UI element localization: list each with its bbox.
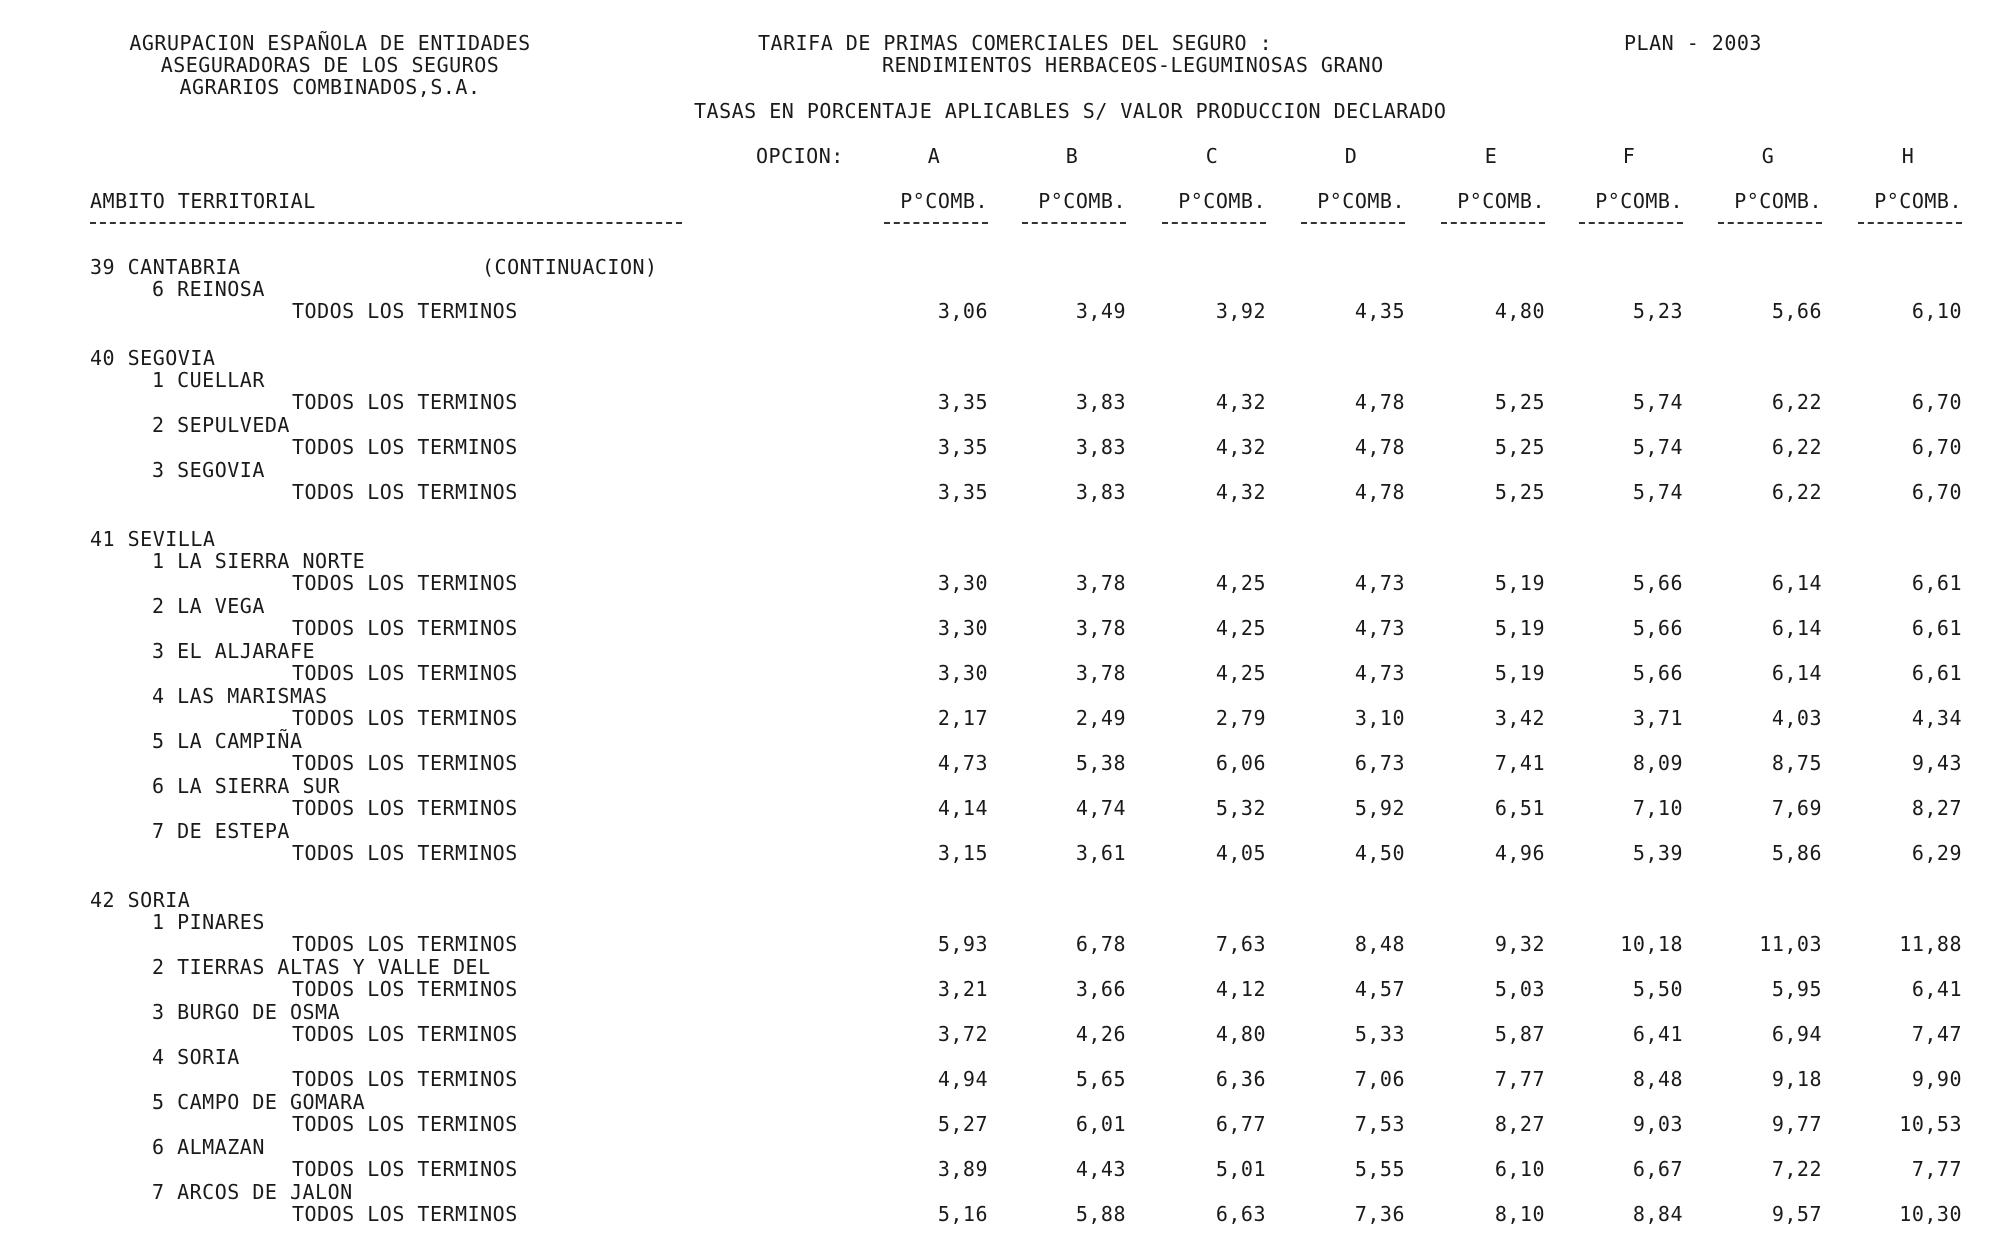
rate-cell: 3,30	[937, 661, 988, 685]
option-h: H	[1901, 144, 1915, 168]
rate-cell: 4,32	[1215, 480, 1266, 504]
comarca-heading: 7 DE ESTEPA	[152, 819, 290, 843]
rate-cell: 6,73	[1354, 751, 1405, 775]
rate-cell: 6,14	[1771, 616, 1822, 640]
rate-cell: 6,78	[1075, 932, 1126, 956]
term-label: TODOS LOS TERMINOS	[292, 661, 518, 685]
term-label: TODOS LOS TERMINOS	[292, 435, 518, 459]
province-heading: 39 CANTABRIA	[90, 255, 241, 279]
rate-cell: 4,78	[1354, 435, 1405, 459]
rate-cell: 8,09	[1632, 751, 1683, 775]
term-label: TODOS LOS TERMINOS	[292, 796, 518, 820]
rate-cell: 3,83	[1075, 390, 1126, 414]
rate-cell: 8,27	[1911, 796, 1962, 820]
rate-cell: 4,80	[1494, 299, 1545, 323]
province-heading: 40 SEGOVIA	[90, 346, 216, 370]
term-label: TODOS LOS TERMINOS	[292, 616, 518, 640]
rate-cell: 4,80	[1215, 1022, 1266, 1046]
rate-cell: 4,73	[1354, 616, 1405, 640]
rate-cell: 4,73	[1354, 661, 1405, 685]
term-label: TODOS LOS TERMINOS	[292, 1022, 518, 1046]
rate-cell: 3,30	[937, 616, 988, 640]
rate-cell: 3,83	[1075, 435, 1126, 459]
rate-cell: 9,18	[1771, 1067, 1822, 1091]
column-rule	[884, 222, 988, 224]
comarca-heading: 3 EL ALJARAFE	[152, 639, 316, 663]
column-label: P°COMB.	[900, 189, 988, 213]
rate-cell: 4,74	[1075, 796, 1126, 820]
rate-cell: 7,36	[1354, 1202, 1405, 1226]
rate-cell: 4,12	[1215, 977, 1266, 1001]
rate-cell: 6,70	[1911, 390, 1962, 414]
rate-cell: 3,89	[937, 1157, 988, 1181]
rate-cell: 4,25	[1215, 571, 1266, 595]
rate-cell: 7,06	[1354, 1067, 1405, 1091]
rate-cell: 2,49	[1075, 706, 1126, 730]
rate-cell: 5,33	[1354, 1022, 1405, 1046]
comarca-heading: 6 REINOSA	[152, 277, 265, 301]
rate-cell: 9,77	[1771, 1112, 1822, 1136]
title-line-1: TARIFA DE PRIMAS COMERCIALES DEL SEGURO :	[758, 31, 1273, 55]
rate-cell: 4,25	[1215, 616, 1266, 640]
rate-cell: 3,71	[1632, 706, 1683, 730]
column-rule	[1301, 222, 1405, 224]
column-rule	[1162, 222, 1266, 224]
rate-cell: 6,63	[1215, 1202, 1266, 1226]
rate-cell: 4,34	[1911, 706, 1962, 730]
rate-cell: 6,14	[1771, 661, 1822, 685]
option-f: F	[1622, 144, 1636, 168]
rate-cell: 6,01	[1075, 1112, 1126, 1136]
rate-cell: 4,03	[1771, 706, 1822, 730]
rate-cell: 6,41	[1911, 977, 1962, 1001]
opcion-label: OPCION:	[756, 144, 844, 168]
rate-cell: 5,87	[1494, 1022, 1545, 1046]
comarca-heading: 1 CUELLAR	[152, 368, 265, 392]
rate-cell: 2,17	[937, 706, 988, 730]
rate-cell: 5,16	[937, 1202, 988, 1226]
rate-cell: 7,77	[1494, 1067, 1545, 1091]
rate-cell: 3,66	[1075, 977, 1126, 1001]
rate-cell: 6,70	[1911, 480, 1962, 504]
rate-cell: 4,32	[1215, 390, 1266, 414]
term-label: TODOS LOS TERMINOS	[292, 1112, 518, 1136]
rate-cell: 5,66	[1771, 299, 1822, 323]
column-label: P°COMB.	[1457, 189, 1545, 213]
rate-cell: 3,21	[937, 977, 988, 1001]
rate-cell: 6,22	[1771, 390, 1822, 414]
rate-cell: 6,77	[1215, 1112, 1266, 1136]
rate-cell: 3,61	[1075, 841, 1126, 865]
rate-cell: 3,06	[937, 299, 988, 323]
rate-cell: 7,69	[1771, 796, 1822, 820]
rate-cell: 4,05	[1215, 841, 1266, 865]
term-label: TODOS LOS TERMINOS	[292, 1202, 518, 1226]
term-label: TODOS LOS TERMINOS	[292, 977, 518, 1001]
rate-cell: 6,61	[1911, 616, 1962, 640]
rate-cell: 3,35	[937, 435, 988, 459]
option-e: E	[1484, 144, 1498, 168]
comarca-heading: 1 PINARES	[152, 910, 265, 934]
term-label: TODOS LOS TERMINOS	[292, 480, 518, 504]
rate-cell: 6,22	[1771, 435, 1822, 459]
column-label: P°COMB.	[1874, 189, 1962, 213]
term-label: TODOS LOS TERMINOS	[292, 841, 518, 865]
rate-cell: 5,95	[1771, 977, 1822, 1001]
rate-cell: 9,32	[1494, 932, 1545, 956]
rate-cell: 6,51	[1494, 796, 1545, 820]
rate-cell: 5,66	[1632, 661, 1683, 685]
rate-cell: 5,25	[1494, 390, 1545, 414]
term-label: TODOS LOS TERMINOS	[292, 932, 518, 956]
rate-cell: 5,25	[1494, 435, 1545, 459]
option-d: D	[1344, 144, 1358, 168]
rate-cell: 5,39	[1632, 841, 1683, 865]
rate-cell: 5,74	[1632, 390, 1683, 414]
rate-cell: 7,41	[1494, 751, 1545, 775]
term-label: TODOS LOS TERMINOS	[292, 299, 518, 323]
rate-cell: 5,01	[1215, 1157, 1266, 1181]
rate-cell: 4,94	[937, 1067, 988, 1091]
rate-cell: 7,53	[1354, 1112, 1405, 1136]
comarca-heading: 4 LAS MARISMAS	[152, 684, 328, 708]
rate-cell: 4,50	[1354, 841, 1405, 865]
rate-cell: 6,06	[1215, 751, 1266, 775]
rate-cell: 3,42	[1494, 706, 1545, 730]
term-label: TODOS LOS TERMINOS	[292, 390, 518, 414]
ambito-rule	[90, 222, 682, 224]
rate-cell: 8,10	[1494, 1202, 1545, 1226]
continuation-note: (CONTINUACION)	[482, 255, 658, 279]
rate-cell: 6,61	[1911, 571, 1962, 595]
rate-cell: 8,48	[1632, 1067, 1683, 1091]
rate-cell: 6,36	[1215, 1067, 1266, 1091]
option-c: C	[1205, 144, 1219, 168]
column-rule	[1579, 222, 1683, 224]
rate-cell: 9,90	[1911, 1067, 1962, 1091]
rate-cell: 4,73	[1354, 571, 1405, 595]
column-label: P°COMB.	[1178, 189, 1266, 213]
rate-cell: 5,38	[1075, 751, 1126, 775]
rate-cell: 6,29	[1911, 841, 1962, 865]
term-label: TODOS LOS TERMINOS	[292, 1067, 518, 1091]
comarca-heading: 2 SEPULVEDA	[152, 413, 290, 437]
rate-cell: 9,57	[1771, 1202, 1822, 1226]
rate-cell: 5,92	[1354, 796, 1405, 820]
org-line-2: ASEGURADORAS DE LOS SEGUROS	[160, 53, 500, 77]
rate-cell: 3,83	[1075, 480, 1126, 504]
rate-cell: 5,55	[1354, 1157, 1405, 1181]
comarca-heading: 2 LA VEGA	[152, 594, 265, 618]
rate-cell: 6,10	[1494, 1157, 1545, 1181]
rate-cell: 4,26	[1075, 1022, 1126, 1046]
column-label: P°COMB.	[1595, 189, 1683, 213]
rate-cell: 4,25	[1215, 661, 1266, 685]
rate-cell: 5,93	[937, 932, 988, 956]
option-g: G	[1761, 144, 1775, 168]
rate-cell: 10,18	[1620, 932, 1683, 956]
rate-cell: 3,78	[1075, 661, 1126, 685]
rate-cell: 3,30	[937, 571, 988, 595]
rate-cell: 5,32	[1215, 796, 1266, 820]
rate-cell: 6,22	[1771, 480, 1822, 504]
rate-cell: 7,77	[1911, 1157, 1962, 1181]
column-label: P°COMB.	[1038, 189, 1126, 213]
rate-cell: 6,67	[1632, 1157, 1683, 1181]
comarca-heading: 6 ALMAZAN	[152, 1135, 265, 1159]
rate-cell: 5,88	[1075, 1202, 1126, 1226]
comarca-heading: 1 LA SIERRA NORTE	[152, 549, 366, 573]
rate-cell: 3,35	[937, 390, 988, 414]
rate-cell: 4,57	[1354, 977, 1405, 1001]
column-rule	[1441, 222, 1545, 224]
rate-cell: 3,15	[937, 841, 988, 865]
rate-cell: 4,78	[1354, 390, 1405, 414]
comarca-heading: 5 LA CAMPIÑA	[152, 729, 303, 753]
province-heading: 41 SEVILLA	[90, 527, 216, 551]
rate-cell: 5,19	[1494, 616, 1545, 640]
rate-cell: 4,32	[1215, 435, 1266, 459]
rate-cell: 5,03	[1494, 977, 1545, 1001]
column-rule	[1858, 222, 1962, 224]
plan-label: PLAN - 2003	[1624, 31, 1762, 55]
rate-cell: 3,78	[1075, 616, 1126, 640]
rate-cell: 3,78	[1075, 571, 1126, 595]
org-line-3: AGRARIOS COMBINADOS,S.A.	[179, 75, 481, 99]
rate-cell: 4,73	[937, 751, 988, 775]
rate-cell: 6,14	[1771, 571, 1822, 595]
title-line-2: RENDIMIENTOS HERBACEOS-LEGUMINOSAS GRANO	[882, 53, 1384, 77]
rate-cell: 8,27	[1494, 1112, 1545, 1136]
column-label: P°COMB.	[1734, 189, 1822, 213]
rate-cell: 3,72	[937, 1022, 988, 1046]
rate-cell: 8,48	[1354, 932, 1405, 956]
rate-cell: 4,78	[1354, 480, 1405, 504]
comarca-heading: 5 CAMPO DE GOMARA	[152, 1090, 366, 1114]
rate-cell: 6,94	[1771, 1022, 1822, 1046]
rate-cell: 7,22	[1771, 1157, 1822, 1181]
rate-cell: 4,14	[937, 796, 988, 820]
rate-cell: 10,30	[1899, 1202, 1962, 1226]
rate-cell: 6,10	[1911, 299, 1962, 323]
rate-cell: 3,49	[1075, 299, 1126, 323]
comarca-heading: 6 LA SIERRA SUR	[152, 774, 341, 798]
rate-cell: 5,23	[1632, 299, 1683, 323]
rate-cell: 11,03	[1759, 932, 1822, 956]
rate-cell: 5,65	[1075, 1067, 1126, 1091]
term-label: TODOS LOS TERMINOS	[292, 706, 518, 730]
rate-cell: 5,86	[1771, 841, 1822, 865]
rate-cell: 7,10	[1632, 796, 1683, 820]
rate-cell: 10,53	[1899, 1112, 1962, 1136]
column-rule	[1022, 222, 1126, 224]
rate-cell: 4,43	[1075, 1157, 1126, 1181]
comarca-heading: 7 ARCOS DE JALON	[152, 1180, 353, 1204]
rate-cell: 7,63	[1215, 932, 1266, 956]
rate-cell: 8,75	[1771, 751, 1822, 775]
document-subtitle: TASAS EN PORCENTAJE APLICABLES S/ VALOR PRODUCCION DECLARADO	[694, 99, 1447, 123]
comarca-heading: 4 SORIA	[152, 1045, 240, 1069]
rate-cell: 5,25	[1494, 480, 1545, 504]
rate-cell: 3,35	[937, 480, 988, 504]
rate-cell: 5,66	[1632, 616, 1683, 640]
term-label: TODOS LOS TERMINOS	[292, 571, 518, 595]
rate-cell: 5,27	[937, 1112, 988, 1136]
rate-cell: 5,19	[1494, 571, 1545, 595]
column-rule	[1718, 222, 1822, 224]
rate-cell: 2,79	[1215, 706, 1266, 730]
term-label: TODOS LOS TERMINOS	[292, 751, 518, 775]
rate-cell: 5,50	[1632, 977, 1683, 1001]
comarca-heading: 2 TIERRAS ALTAS Y VALLE DEL	[152, 955, 491, 979]
rate-cell: 3,92	[1215, 299, 1266, 323]
rate-cell: 4,96	[1494, 841, 1545, 865]
ambito-label: AMBITO TERRITORIAL	[90, 189, 316, 213]
option-b: B	[1065, 144, 1079, 168]
term-label: TODOS LOS TERMINOS	[292, 1157, 518, 1181]
rate-cell: 9,43	[1911, 751, 1962, 775]
rate-cell: 6,70	[1911, 435, 1962, 459]
rate-cell: 6,41	[1632, 1022, 1683, 1046]
rate-cell: 3,10	[1354, 706, 1405, 730]
rate-cell: 5,66	[1632, 571, 1683, 595]
rate-cell: 4,35	[1354, 299, 1405, 323]
rate-cell: 6,61	[1911, 661, 1962, 685]
province-heading: 42 SORIA	[90, 888, 191, 912]
rate-cell: 7,47	[1911, 1022, 1962, 1046]
rate-cell: 5,74	[1632, 435, 1683, 459]
comarca-heading: 3 SEGOVIA	[152, 458, 265, 482]
rate-cell: 8,84	[1632, 1202, 1683, 1226]
rate-cell: 11,88	[1899, 932, 1962, 956]
comarca-heading: 3 BURGO DE OSMA	[152, 1000, 341, 1024]
org-line-1: AGRUPACION ESPAÑOLA DE ENTIDADES	[129, 31, 531, 55]
option-a: A	[927, 144, 941, 168]
column-label: P°COMB.	[1317, 189, 1405, 213]
rate-cell: 9,03	[1632, 1112, 1683, 1136]
rate-cell: 5,19	[1494, 661, 1545, 685]
rate-cell: 5,74	[1632, 480, 1683, 504]
